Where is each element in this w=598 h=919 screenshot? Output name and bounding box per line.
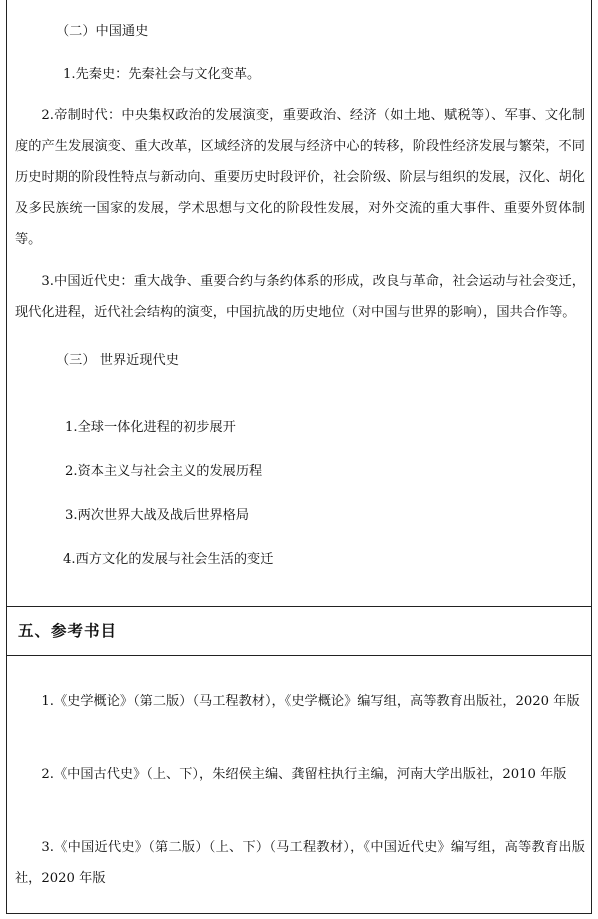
world-history-item-1: 1.全球一体化进程的初步展开 xyxy=(65,420,236,435)
china-history-item-1: 1.先秦史：先秦社会与文化变革。 xyxy=(63,67,261,82)
references-cell xyxy=(7,655,591,913)
world-history-item-2: 2.资本主义与社会主义的发展历程 xyxy=(65,464,263,479)
reference-item-3: 3.《中国近代史》（第二版）（上、下）（马工程教材），《中国近代史》编写组，高等教育出版社，2020 年版 xyxy=(15,840,585,886)
document-table xyxy=(6,0,592,914)
world-history-item-4: 4.西方文化的发展与社会生活的变迁 xyxy=(63,552,274,567)
references-heading: 五、参考书目 xyxy=(18,621,118,640)
reference-item-1: 1.《史学概论》（第二版）（马工程教材），《史学概论》编写组，高等教育出版社，2020 年版 xyxy=(41,694,580,709)
world-history-item-3: 3.两次世界大战及战后世界格局 xyxy=(65,508,250,523)
china-history-item-2: 2.帝制时代：中央集权政治的发展演变，重要政治、经济（如土地、赋税等）、军事、文化制度的产生发展演变、重大改革，区域经济的发展与经济中心的转移，阶段性经济发展与繁荣，不同历史时期的阶段性特点与新动向、重要历史时段评价，社会阶级、阶层与组织的发展，汉化、胡化及多民族统一国家的发展，学术思想与文化的阶段性发展，对外交流的重大事件、重要外贸体制等。 xyxy=(15,108,585,247)
china-history-item-3: 3.中国近代史：重大战争、重要合约与条约体系的形成，改良与革命，社会运动与社会变迁，现代化进程，近代社会结构的演变，中国抗战的历史地位（对中国与世界的影响），国共合作等。 xyxy=(15,274,585,320)
subsection-heading-china-history: （二）中国通史 xyxy=(56,24,149,39)
reference-item-2: 2.《中国古代史》（上、下），朱绍侯主编、龚留柱执行主编，河南大学出版社，2010 年版 xyxy=(41,767,567,782)
subsection-heading-world-history: （三） 世界近现代史 xyxy=(56,353,179,368)
syllabus-content-cell xyxy=(7,0,591,606)
references-heading-cell xyxy=(7,606,591,656)
